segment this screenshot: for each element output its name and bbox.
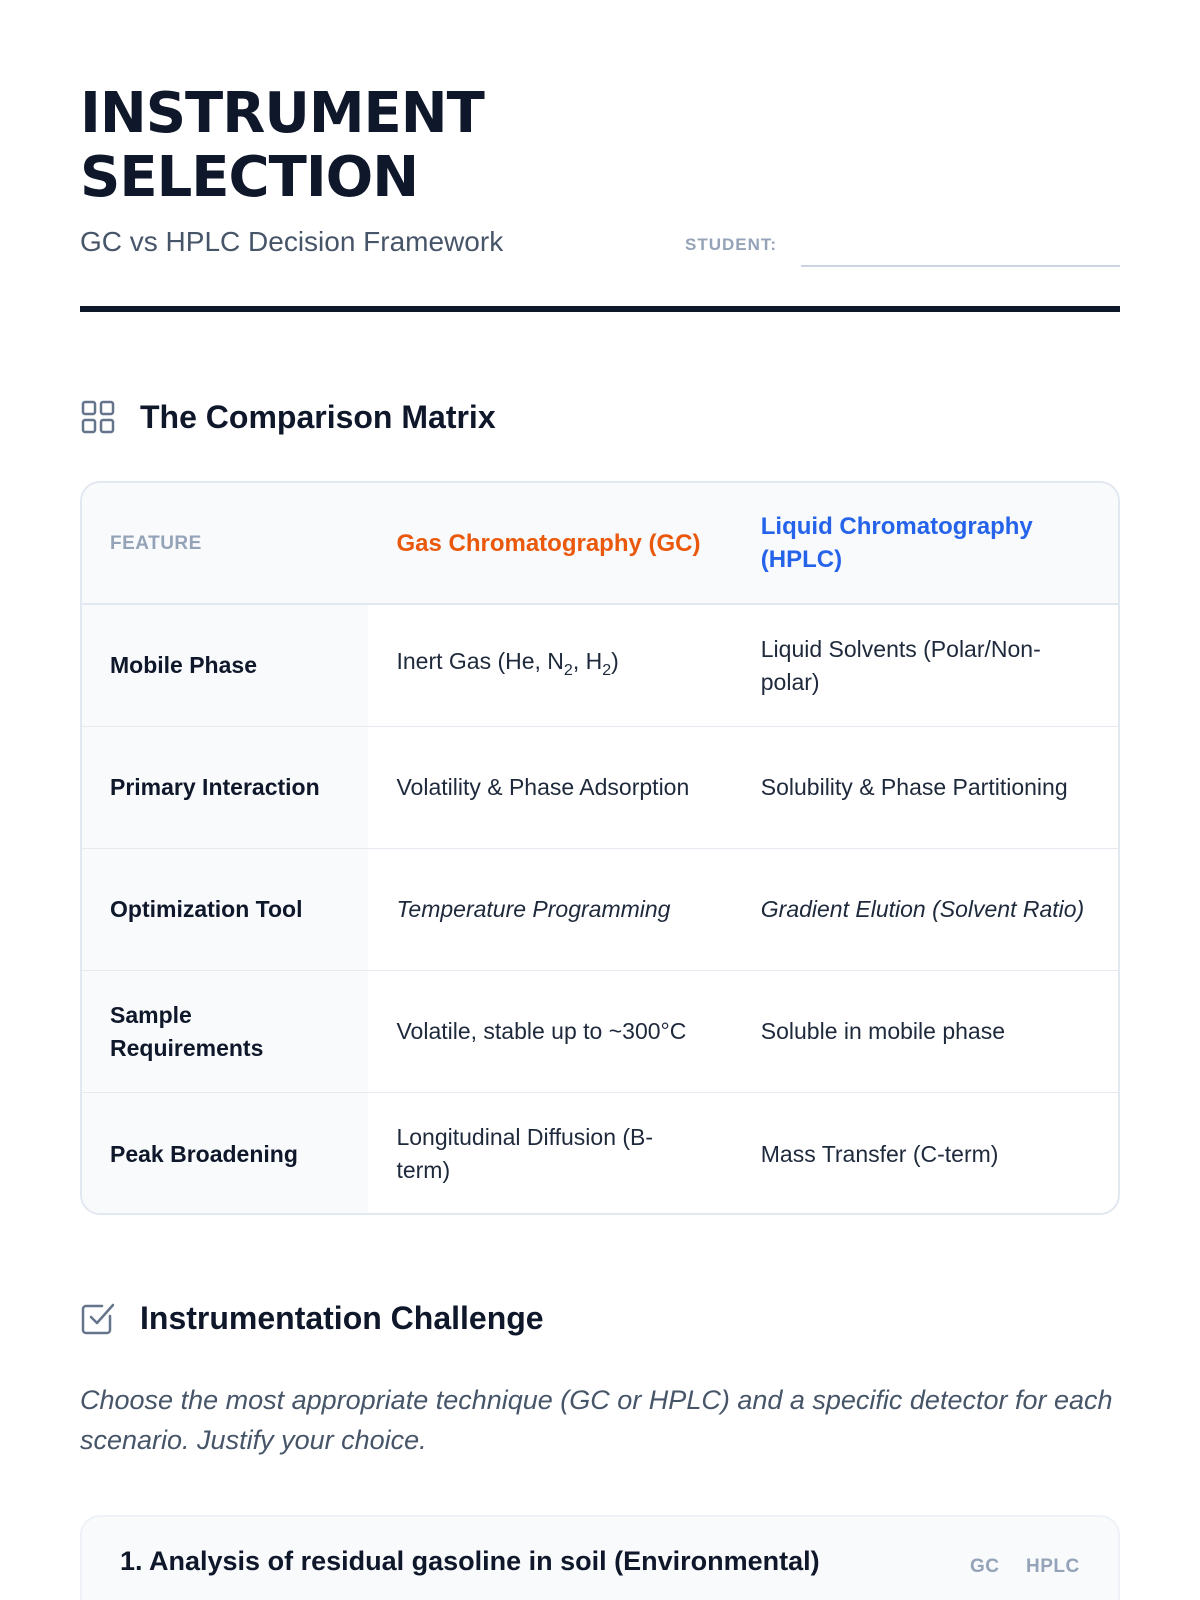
header-divider bbox=[80, 306, 1120, 312]
gc-text: , H bbox=[572, 647, 603, 674]
gc-cell: Volatility & Phase Adsorption bbox=[396, 774, 690, 800]
worksheet-page bbox=[80, 0, 1120, 1600]
subscript: 2 bbox=[563, 661, 573, 679]
hplc-cell: Liquid Solvents (Polar/Non-polar) bbox=[760, 635, 1041, 695]
challenge-instructions: Choose the most appropriate technique (GC or HPLC) and a specific detector for each scenario. Justify your choice. bbox=[80, 1385, 1113, 1455]
table-row bbox=[82, 605, 1118, 727]
table-row bbox=[82, 849, 1118, 971]
gc-cell: Volatile, stable up to ~300°C bbox=[396, 1018, 687, 1044]
comparison-section-header bbox=[80, 397, 496, 437]
feature-cell: Mobile Phase bbox=[82, 605, 368, 726]
hplc-cell: Mass Transfer (C-term) bbox=[760, 1140, 999, 1167]
challenge-section-title: Instrumentation Challenge bbox=[140, 1300, 544, 1336]
student-label: STUDENT: bbox=[685, 235, 778, 254]
hplc-cell: Gradient Elution (Solvent Ratio) bbox=[760, 896, 1085, 922]
gc-text: ) bbox=[611, 647, 619, 674]
option-gc[interactable]: GC bbox=[970, 1556, 1000, 1577]
header-feature: FEATURE bbox=[110, 532, 202, 554]
feature-cell: Optimization Tool bbox=[82, 849, 368, 970]
gc-cell: Temperature Programming bbox=[396, 896, 671, 922]
page-title bbox=[80, 82, 484, 210]
grid-icon bbox=[80, 399, 116, 435]
table-header-row bbox=[82, 483, 1118, 605]
title-line-2: SELECTION bbox=[80, 145, 419, 210]
feature-cell: Peak Broadening bbox=[82, 1093, 368, 1215]
feature-cell: Primary Interaction bbox=[82, 727, 368, 848]
table-row bbox=[82, 727, 1118, 849]
header-hplc: Liquid Chromatography (HPLC) bbox=[760, 513, 1033, 573]
gc-cell bbox=[368, 605, 732, 726]
table-row bbox=[82, 1093, 1118, 1215]
student-name-field[interactable] bbox=[801, 265, 1120, 267]
comparison-table bbox=[80, 481, 1120, 1215]
checkbox-icon bbox=[80, 1300, 116, 1336]
hplc-cell: Soluble in mobile phase bbox=[760, 1018, 1005, 1044]
hplc-cell: Solubility & Phase Partitioning bbox=[760, 774, 1068, 800]
subscript: 2 bbox=[602, 661, 612, 679]
table-row bbox=[82, 971, 1118, 1093]
feature-cell: Sample Requirements bbox=[82, 971, 368, 1092]
scenario-title: 1. Analysis of residual gasoline in soil (Environmental) bbox=[120, 1546, 820, 1576]
title-line-1: INSTRUMENT bbox=[80, 81, 484, 146]
comparison-section-title: The Comparison Matrix bbox=[140, 399, 496, 435]
gc-text: Inert Gas (He, N bbox=[396, 647, 564, 674]
gc-cell: Longitudinal Diffusion (B-term) bbox=[396, 1124, 654, 1183]
option-hplc[interactable]: HPLC bbox=[1026, 1556, 1080, 1577]
challenge-section-header bbox=[80, 1298, 544, 1338]
header-gc: Gas Chromatography (GC) bbox=[396, 529, 701, 557]
page-subtitle: GC vs HPLC Decision Framework bbox=[80, 226, 504, 257]
